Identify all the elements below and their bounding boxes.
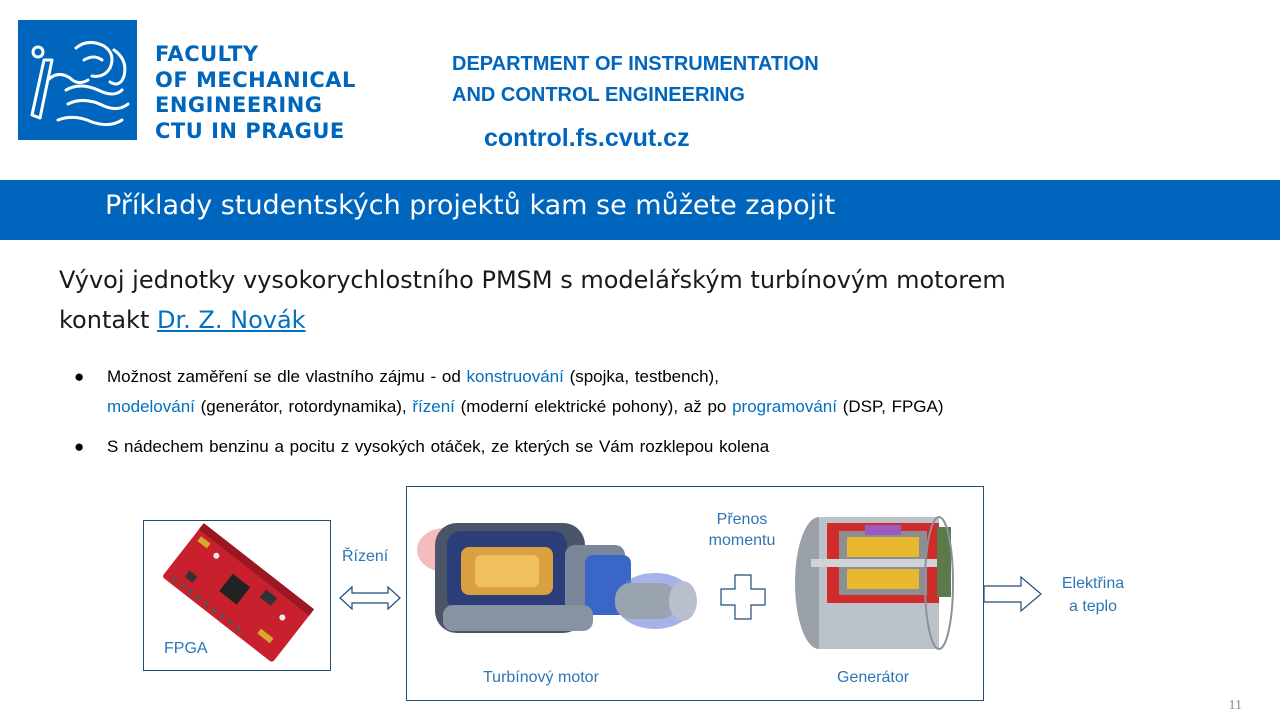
contact-line — [59, 306, 306, 334]
torque-transfer-label — [697, 511, 787, 550]
department-line-2: AND CONTROL ENGINEERING — [452, 84, 745, 106]
bullet-marker-2: ● — [74, 437, 85, 456]
contact-link[interactable]: Dr. Z. Novák — [157, 306, 306, 334]
department-line-1: DEPARTMENT OF INSTRUMENTATION — [452, 53, 819, 75]
lion-emblem-icon — [18, 20, 137, 140]
slide-title: Příklady studentských projektů kam se můžete zapojit — [105, 190, 836, 221]
bullet-text: Možnost zaměření se dle vlastního zájmu - od — [107, 367, 467, 386]
generator-image — [791, 507, 971, 667]
double-arrow-icon — [338, 584, 402, 612]
fpga-label: FPGA — [164, 640, 208, 657]
output-line-1: Elektřina — [1061, 575, 1125, 592]
bullet-text: (generátor, rotordynamika), — [194, 397, 413, 416]
fpga-box — [143, 520, 331, 671]
keyword-konstruovani: konstruování — [466, 367, 564, 386]
project-title: Vývoj jednotky vysokorychlostního PMSM s modelářským turbínovým motorem — [59, 266, 1006, 294]
contact-prefix: kontakt — [59, 306, 150, 334]
torque-transfer-line-2: momentu — [708, 532, 776, 549]
keyword-rizeni: řízení — [412, 397, 455, 416]
drive-system-box — [406, 486, 984, 701]
faculty-line-1: FACULTY — [155, 42, 259, 66]
turbine-label: Turbínový motor — [483, 669, 599, 686]
bullet-text: (DSP, FPGA) — [836, 397, 944, 416]
department-url: control.fs.cvut.cz — [484, 124, 690, 152]
output-label — [1050, 575, 1136, 616]
output-line-2: a teplo — [1068, 598, 1118, 615]
faculty-line-4: CTU IN PRAGUE — [155, 119, 345, 143]
bullet-1-line-1 — [107, 367, 719, 387]
bullet-text: (moderní elektrické pohony), až po — [454, 397, 733, 416]
bullet-marker-1: ● — [74, 367, 85, 386]
title-banner — [0, 180, 1280, 240]
faculty-line-2: OF MECHANICAL — [155, 68, 356, 92]
faculty-line-3: ENGINEERING — [155, 93, 323, 117]
bullet-text: (spojka, testbench), — [563, 367, 719, 386]
bullet-1-line-2 — [107, 397, 944, 417]
output-arrow-icon — [983, 575, 1043, 613]
page-number: 11 — [1228, 698, 1242, 713]
turbine-engine-image — [415, 505, 715, 655]
plus-icon — [720, 574, 766, 620]
keyword-programovani: programování — [732, 397, 837, 416]
bullet-2: S nádechem benzinu a pocitu z vysokých otáček, ze kterých se Vám rozklepou kolena — [107, 437, 770, 456]
ctu-logo — [18, 20, 137, 140]
rizeni-label: Řízení — [342, 548, 389, 565]
torque-transfer-line-1: Přenos — [716, 511, 768, 528]
generator-label: Generátor — [837, 669, 910, 686]
keyword-modelovani: modelování — [107, 397, 195, 416]
